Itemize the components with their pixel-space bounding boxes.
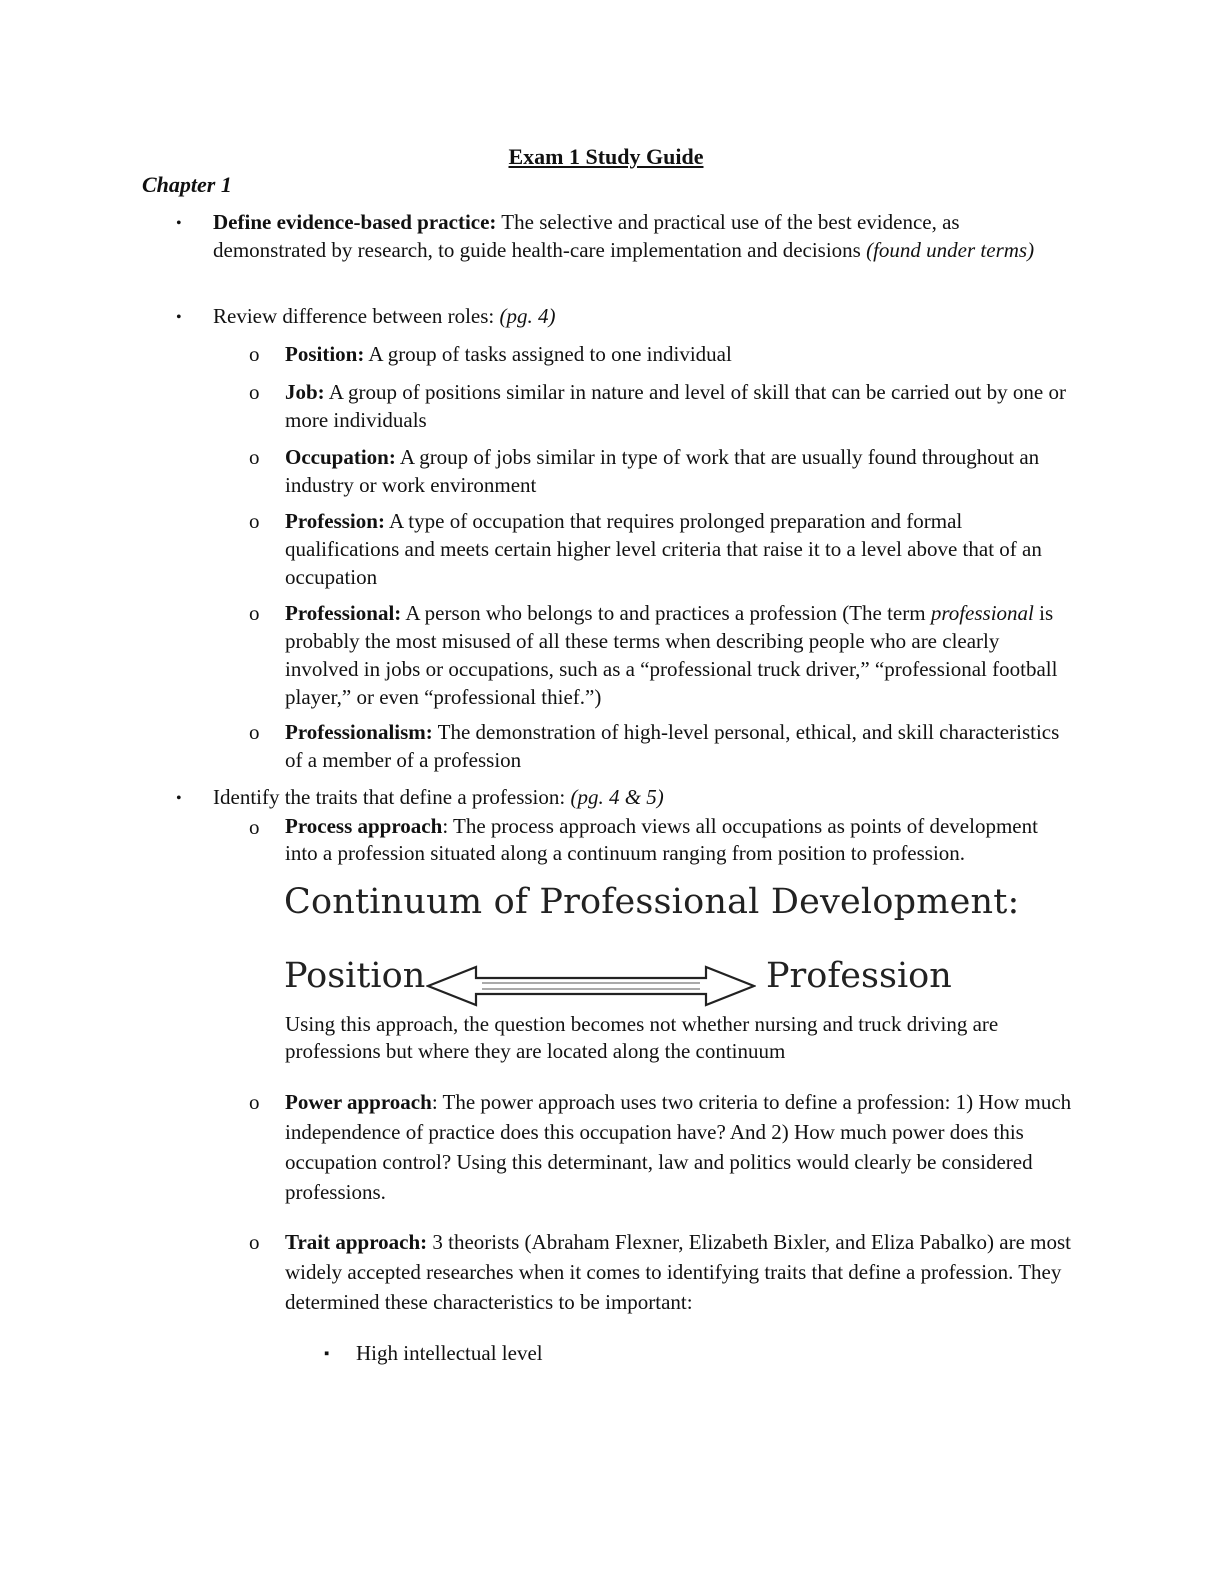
definition-text: A type of occupation that requires prolonged preparation and formal qualifications and meets certain higher level criteria that raise it to a level above that of an occupation [285,509,1042,589]
term-label: Position: [285,342,365,366]
sub-bullet-marker: o [249,509,260,533]
sub-bullet-marker: o [249,815,260,839]
subitem-position [285,340,1075,368]
item-text: Review difference between roles: [213,304,500,328]
definition-text: A group of tasks assigned to one individual [364,342,732,366]
subitem-professionalism [285,718,1075,774]
definition-text: A group of jobs similar in type of work that are usually found throughout an industry or work environment [285,445,1040,497]
emphasized-term: professional [930,601,1034,625]
term-label: Profession: [285,509,385,533]
bullet-marker: • [176,309,182,326]
list-item-ebp [213,208,1073,264]
term-label: Professional: [285,601,402,625]
list-item-roles [213,302,1073,330]
subitem-trait-approach [285,1227,1075,1317]
page-reference: (pg. 4 & 5) [570,785,664,809]
reference-note: (found under terms) [866,238,1035,262]
definition-text: : The power approach uses two criteria to define a profession: 1) How much independence of practice does this occupation have? And 2) How much power does this occupation control? Using this determinant, law and politics would clearly be considered professions. [285,1090,1072,1204]
continuum-figure [284,882,1020,1010]
sub-bullet-marker: o [249,1090,260,1114]
definition-text: The selective and practical use of the best evidence, as demonstrated by research, to guide health-care implementation and decisions [213,210,960,262]
term-label: Process approach [285,814,443,838]
subitem-job [285,378,1075,434]
sub-bullet-marker: o [249,342,260,366]
figure-label-position: Position [284,956,426,996]
sub-bullet-marker: o [249,601,260,625]
list-item-traits [213,783,1073,811]
definition-text: A person who belongs to and practices a profession (The term [401,601,931,625]
page-reference: (pg. 4) [499,304,556,328]
figure-title: Continuum of Professional Development: [284,882,1020,922]
subitem-occupation [285,443,1075,499]
term-label: Define evidence-based practice: [213,210,497,234]
definition-text: The demonstration of high-level personal, ethical, and skill characteristics of a member of a profession [285,720,1060,772]
sub-sub-bullet-marker: ▪ [324,1346,330,1362]
trait-list-item: High intellectual level [356,1341,543,1365]
sub-bullet-marker: o [249,380,260,404]
definition-text-cont: is probably the most misused of all these terms when describing people who are clearly involved in jobs or occupations, such as a “professional truck driver,” “professional football player,” or even “professional thief.”) [285,601,1058,709]
subitem-power-approach [285,1087,1075,1207]
term-label: Power approach [285,1090,432,1114]
term-label: Occupation: [285,445,396,469]
term-label: Trait approach: [285,1230,428,1254]
subitem-professional [285,599,1075,711]
subitem-profession [285,507,1075,591]
definition-text: : The process approach views all occupations as points of development into a profession situated along a continuum ranging from position to profession. [285,814,1038,865]
chapter-heading: Chapter 1 [142,172,232,197]
bullet-marker: • [176,790,182,807]
definition-text: 3 theorists (Abraham Flexner, Elizabeth Bixler, and Eliza Pabalko) are most widely accepted researches when it comes to identifying traits that define a profession. They determined these characteristics to be important: [285,1230,1072,1314]
process-approach-followup: Using this approach, the question becomes not whether nursing and truck driving are professions but where they are located along the continuum [285,1012,999,1063]
definition-text: A group of positions similar in nature and level of skill that can be carried out by one or more individuals [285,380,1066,432]
double-arrow-icon [426,964,756,1008]
sub-bullet-marker: o [249,720,260,744]
page-title: Exam 1 Study Guide [508,144,704,169]
subitem-process-approach [285,813,1075,867]
sub-bullet-marker: o [249,445,260,469]
sub-bullet-marker: o [249,1230,260,1254]
bullet-marker: • [176,215,182,232]
figure-label-profession: Profession [766,956,952,996]
term-label: Professionalism: [285,720,433,744]
term-label: Job: [285,380,325,404]
item-text: Identify the traits that define a profession: [213,785,571,809]
